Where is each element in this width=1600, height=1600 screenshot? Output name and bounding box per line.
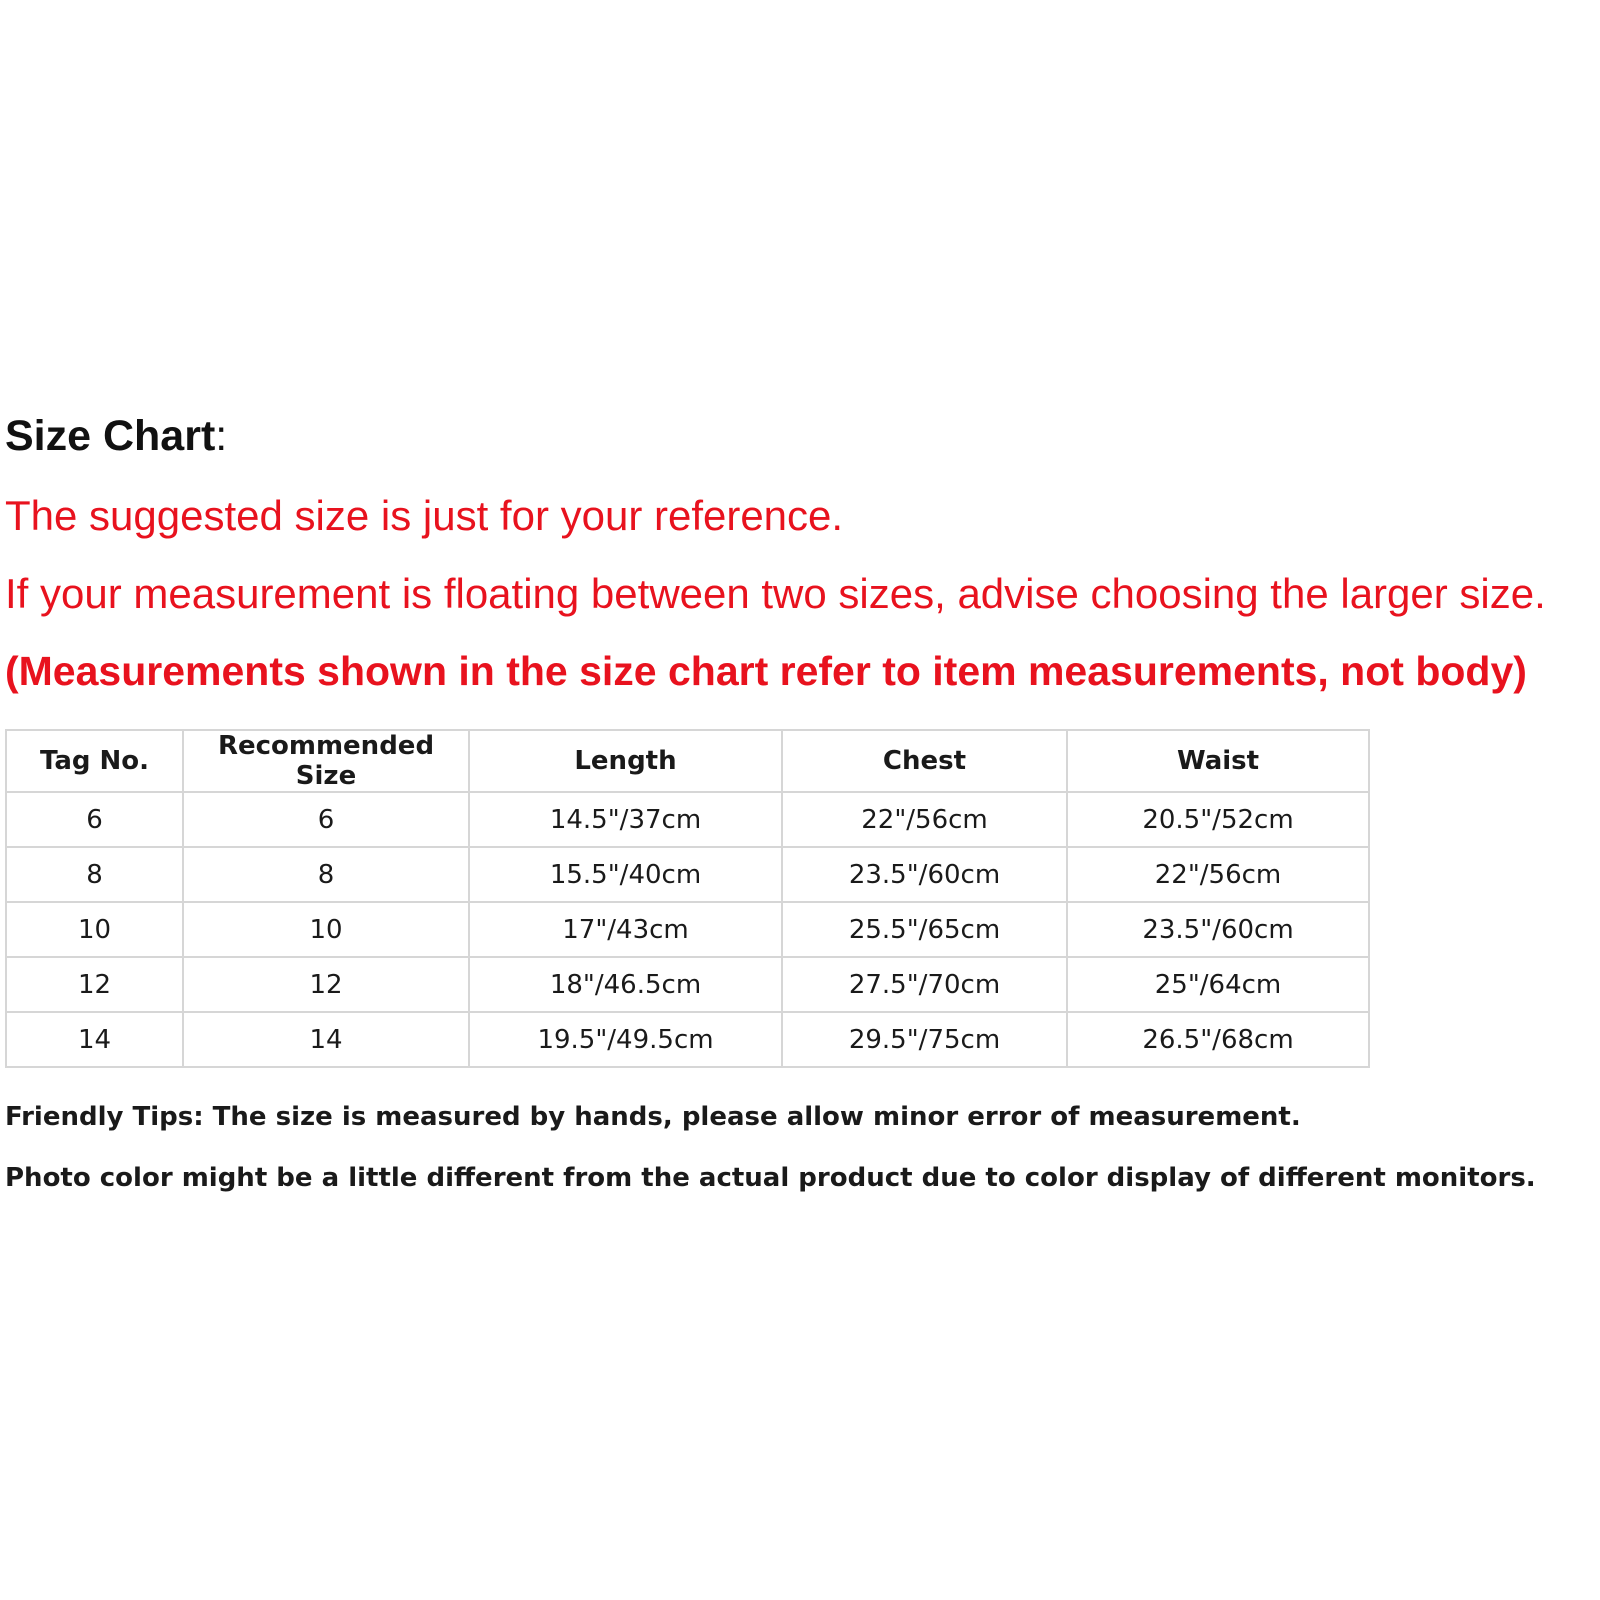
header-recommended-size: Recommended Size	[183, 730, 469, 792]
table-row	[6, 902, 1369, 957]
cell-chest: 27.5"/70cm	[782, 957, 1067, 1012]
cell-waist: 23.5"/60cm	[1067, 902, 1369, 957]
cell-tag-no: 6	[6, 792, 183, 847]
cell-chest: 22"/56cm	[782, 792, 1067, 847]
header-waist: Waist	[1067, 730, 1369, 792]
sizing-advice-note: If your measurement is floating between two sizes, advise choosing the larger size.	[5, 570, 1546, 617]
header-chest: Chest	[782, 730, 1067, 792]
size-chart-colon: :	[215, 412, 228, 460]
size-chart-table	[5, 729, 1370, 1068]
cell-waist: 25"/64cm	[1067, 957, 1369, 1012]
cell-length: 17"/43cm	[469, 902, 782, 957]
header-length: Length	[469, 730, 782, 792]
cell-tag-no: 14	[6, 1012, 183, 1067]
size-chart-heading	[5, 412, 227, 461]
cell-recommended-size: 8	[183, 847, 469, 902]
cell-tag-no: 10	[6, 902, 183, 957]
measurement-disclaimer: (Measurements shown in the size chart refer to item measurements, not body)	[5, 648, 1527, 694]
reference-note: The suggested size is just for your reference.	[5, 492, 844, 539]
table-header-row	[6, 730, 1369, 792]
color-disclaimer-tip: Photo color might be a little different from the actual product due to color display of different monitors.	[5, 1163, 1536, 1193]
cell-waist: 20.5"/52cm	[1067, 792, 1369, 847]
friendly-tip: Friendly Tips: The size is measured by hands, please allow minor error of measurement.	[5, 1102, 1301, 1132]
table-row	[6, 847, 1369, 902]
cell-recommended-size: 6	[183, 792, 469, 847]
table-row	[6, 1012, 1369, 1067]
size-chart-title: Size Chart	[5, 412, 216, 460]
cell-length: 18"/46.5cm	[469, 957, 782, 1012]
cell-recommended-size: 10	[183, 902, 469, 957]
cell-length: 14.5"/37cm	[469, 792, 782, 847]
cell-length: 19.5"/49.5cm	[469, 1012, 782, 1067]
header-tag-no: Tag No.	[6, 730, 183, 792]
cell-tag-no: 12	[6, 957, 183, 1012]
cell-recommended-size: 12	[183, 957, 469, 1012]
table-row	[6, 792, 1369, 847]
cell-waist: 22"/56cm	[1067, 847, 1369, 902]
cell-chest: 23.5"/60cm	[782, 847, 1067, 902]
table-row	[6, 957, 1369, 1012]
cell-tag-no: 8	[6, 847, 183, 902]
cell-length: 15.5"/40cm	[469, 847, 782, 902]
cell-waist: 26.5"/68cm	[1067, 1012, 1369, 1067]
cell-recommended-size: 14	[183, 1012, 469, 1067]
cell-chest: 25.5"/65cm	[782, 902, 1067, 957]
cell-chest: 29.5"/75cm	[782, 1012, 1067, 1067]
